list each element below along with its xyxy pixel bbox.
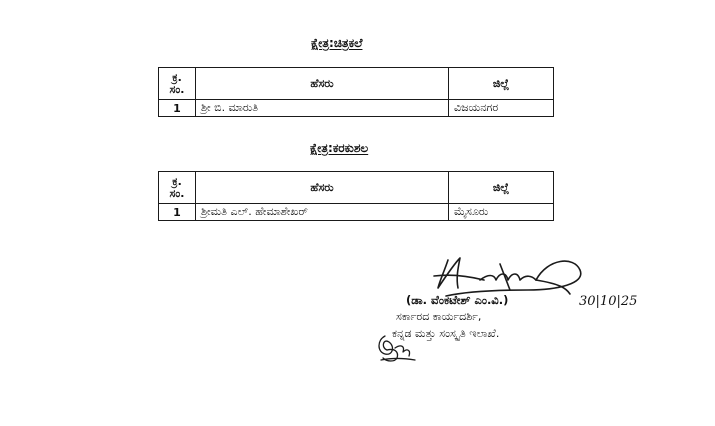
awardee-table-handicrafts (158, 171, 554, 221)
sl-no-header: ಕ್ರ. ಸಂ. (159, 68, 196, 100)
section-title-painting: ಕ್ಷೇತ್ರ:ಚಿತ್ರಕಲೆ (311, 36, 363, 50)
officer-name: (ಡಾ. ವೆಂಕಟೇಶ್ ಎಂ.ವಿ.) (406, 293, 509, 307)
name-header: ಹೆಸರು (196, 68, 449, 100)
name-header: ಹೆಸರು (196, 172, 449, 204)
handwritten-initials (373, 330, 419, 364)
district-header: ಜಿಲ್ಲೆ (449, 68, 554, 100)
table-row (159, 100, 554, 117)
district-cell: ಮೈಸೂರು (449, 204, 554, 221)
table-row (159, 204, 554, 221)
section-title-handicrafts: ಕ್ಷೇತ್ರ:ಕರಕುಶಲ (310, 141, 369, 155)
name-cell: ಶ್ರೀಮತಿ ಎಲ್. ಹೇಮಾಶೇಖರ್ (196, 204, 449, 221)
signature-date: 30|10|25 (579, 294, 638, 309)
sl-no-header: ಕ್ರ. ಸಂ. (159, 172, 196, 204)
sl-no-cell: 1 (159, 100, 196, 117)
officer-designation: ಸರ್ಕಾರದ ಕಾರ್ಯದರ್ಶಿ, (396, 310, 482, 323)
name-cell: ಶ್ರೀ ಬಿ. ಮಾರುತಿ (196, 100, 449, 117)
district-cell: ವಿಜಯನಗರ (449, 100, 554, 117)
district-header: ಜಿಲ್ಲೆ (449, 172, 554, 204)
awardee-table-painting (158, 67, 554, 117)
table-header-row (159, 68, 554, 100)
officer-department: ಕನ್ನಡ ಮತ್ತು ಸಂಸ್ಕೃತಿ ಇಲಾಖೆ. (392, 327, 500, 340)
table-header-row (159, 172, 554, 204)
sl-no-cell: 1 (159, 204, 196, 221)
